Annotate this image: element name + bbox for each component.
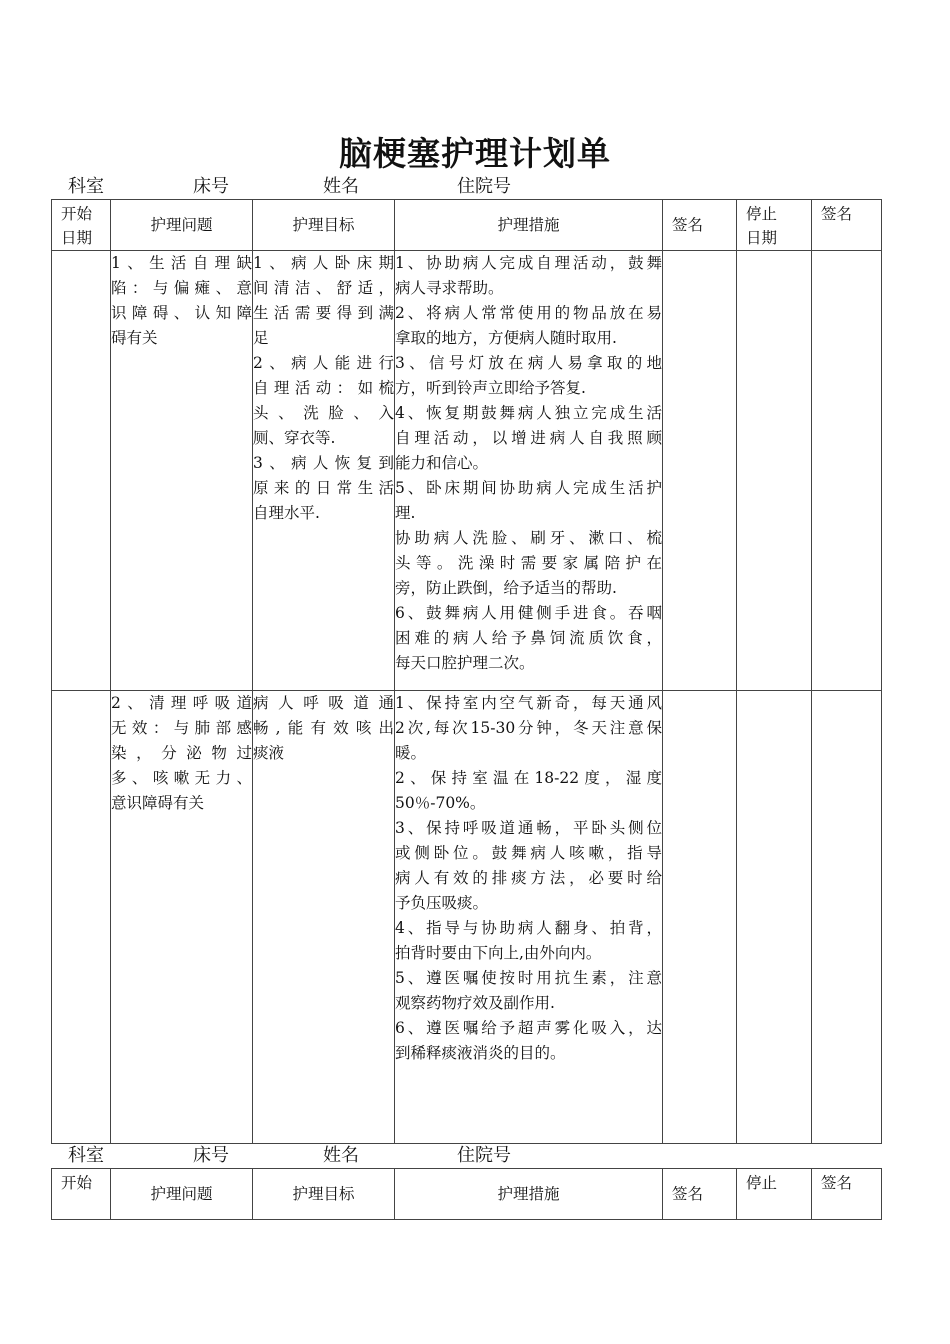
cell-text-line: 到稀释痰液消炎的目的。 [395,1044,566,1062]
cell-text-line: 能力和信心。 [395,454,489,472]
goal-cell [253,691,395,1144]
cell-text-line: 或侧卧位。鼓舞病人咳嗽，指导 [395,844,662,862]
cell-text-line: 厕、穿衣等. [253,429,336,447]
cell-text-line: 头、洗脸、入 [253,404,394,422]
cell-text-line: 旁，防止跌倒，给予适当的帮助. [395,579,617,597]
cell-text-line: 拍背时要由下向上,由外向内。 [395,944,602,962]
cell-text-line: 拿取的地方，方便病人随时取用. [395,329,617,347]
cell-text-line: 方，听到铃声立即给予答复. [395,379,586,397]
cell-text-line: 畅,能有效咳出 [253,719,394,737]
problem-cell [111,251,253,691]
cell-text-line: 2次,每次15-30分钟，冬天注意保 [395,719,662,737]
header-measures: 护理措施 [395,1169,663,1220]
sign-cell [663,251,737,691]
cell-text-line: 2、保持室温在18-22度，湿度 [395,769,662,787]
admission-label: 住院号 [457,1145,511,1166]
problem-cell [111,691,253,1144]
cell-text-line: 陷：与偏瘫、意 [111,279,252,297]
table-header-row [52,200,882,251]
header-start-date: 开始 日期 [52,200,111,251]
cell-text-line: 6、鼓舞病人用健侧手进食。吞咽 [395,604,662,622]
cell-text-line: 病人寻求帮助。 [395,279,504,297]
start-date-cell [52,691,111,1144]
sign-cell [663,691,737,1144]
cell-text-line: 自理活动，以增进病人自我照顾 [395,429,662,447]
cell-text-line: 4、指导与协助病人翻身、拍背， [395,919,662,937]
goal-cell [253,251,395,691]
dept-label: 科室 [68,1145,104,1166]
cell-text-line: 多、咳嗽无力、 [111,769,252,787]
name-label: 姓名 [323,176,359,197]
cell-text-line: 困难的病人给予鼻饲流质饮食， [395,629,662,647]
table-header-row [52,1169,882,1220]
cell-text-line: 意识障碍有关 [111,794,205,812]
dept-label: 科室 [68,176,104,197]
header-sign: 签名 [663,1169,737,1220]
start-date-cell [52,251,111,691]
header-stop-date: 停止 日期 [737,200,812,251]
page-title: 脑梗塞护理计划单 [339,134,611,173]
cell-text-line: 观察药物疗效及副作用. [395,994,555,1012]
cell-text-line: 自理水平. [253,504,320,522]
cell-text-line: 予负压吸痰。 [395,894,489,912]
cell-text-line: 1、保持室内空气新奇，每天通风 [395,694,662,712]
name-label: 姓名 [323,1145,359,1166]
cell-text-line: 足 [253,329,269,347]
cell-text-line: 3、信号灯放在病人易拿取的地 [395,354,662,372]
bed-label: 床号 [193,176,229,197]
cell-text-line: 1、病人卧床期 [253,254,394,272]
cell-text-line: 理. [395,504,416,522]
cell-text-line: 50％-70%。 [395,794,486,812]
header-measures: 护理措施 [395,200,663,251]
cell-text-line: 生活需要得到满 [253,304,394,322]
cell-text-line: 2、清理呼吸道 [111,694,252,712]
cell-text-line: 3、保持呼吸道通畅，平卧头侧位 [395,819,662,837]
measures-cell [395,691,663,1144]
cell-text-line: 1、生活自理缺 [111,254,252,272]
header-problem: 护理问题 [111,200,253,251]
stop-date-cell [737,691,812,1144]
care-plan-table [51,199,882,1144]
cell-text-line: 染，分泌物过 [111,744,252,762]
cell-text-line: 2、将病人常常使用的物品放在易 [395,304,662,322]
cell-text-line: 暖。 [395,744,427,762]
cell-text-line: 1、协助病人完成自理活动，鼓舞 [395,254,662,272]
cell-text-line: 每天口腔护理二次。 [395,654,535,672]
header-sign2: 签名 [812,1169,882,1220]
cell-text-line: 无效：与肺部感 [111,719,252,737]
cell-text-line: 病人呼吸道通 [253,694,394,712]
header-problem: 护理问题 [111,1169,253,1220]
header-start-date: 开始 [52,1169,111,1220]
cell-text-line: 碍有关 [111,329,158,347]
header-sign: 签名 [663,200,737,251]
cell-text-line: 2、病人能进行 [253,354,394,372]
header-sign2: 签名 [812,200,882,251]
bed-label: 床号 [193,1145,229,1166]
header-goal: 护理目标 [253,200,395,251]
header-goal: 护理目标 [253,1169,395,1220]
cell-text-line: 4、恢复期鼓舞病人独立完成生活 [395,404,662,422]
cell-text-line: 病人有效的排痰方法，必要时给 [395,869,662,887]
sign2-cell [812,691,882,1144]
table-row [52,251,882,691]
cell-text-line: 痰液 [253,744,285,762]
cell-text-line: 5、卧床期间协助病人完成生活护 [395,479,662,497]
cell-text-line: 原来的日常生活 [253,479,394,497]
cell-text-line: 识障碍、认知障 [111,304,252,322]
sign2-cell [812,251,882,691]
admission-label: 住院号 [457,176,511,197]
cell-text-line: 3、病人恢复到 [253,454,394,472]
care-plan-table-page2 [51,1168,882,1220]
cell-text-line: 6、遵医嘱给予超声雾化吸入，达 [395,1019,662,1037]
cell-text-line: 协助病人洗脸、刷牙、漱口、梳 [395,529,662,547]
table-row [52,691,882,1144]
stop-date-cell [737,251,812,691]
cell-text-line: 自理活动：如梳 [253,379,394,397]
header-stop-date: 停止 [737,1169,812,1220]
cell-text-line: 5、遵医嘱使按时用抗生素，注意 [395,969,662,987]
cell-text-line: 间清洁、舒适， [253,279,394,297]
cell-text-line: 头等。洗澡时需要家属陪护在 [395,554,662,572]
measures-cell [395,251,663,691]
